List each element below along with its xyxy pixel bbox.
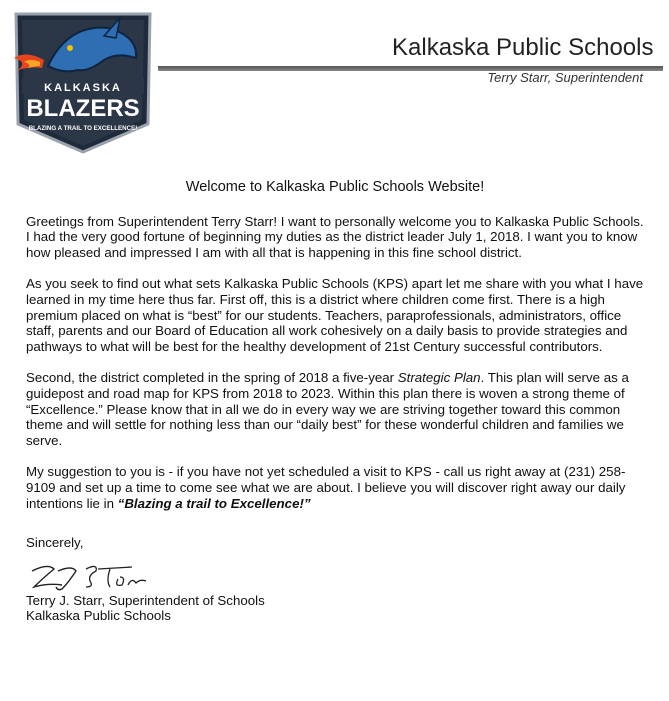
handwritten-signature bbox=[28, 561, 158, 591]
logo-top-text: KALKASKA bbox=[44, 82, 122, 94]
paragraph-kps-values: As you seek to find out what sets Kalkaska Public Schools (KPS) apart let me share with you what I have learned in my time here thus far. First off, this is a district where children come first. There is a high premium placed on what is “best” for our students. Teachers, paraprofessionals, administrators, office staff, parents and our Board of Education all work cohesively on a daily basis to provide strategies and pathways to what will be best for the healthy development of 21st Century successful contributors. bbox=[26, 276, 644, 354]
visit-text: My suggestion to you is - if you have not yet scheduled a visit to KPS - call us right away at (231) 258-9109 and set up a time to come see what we are about. I believe you will discover right away our daily intentions lie in bbox=[26, 464, 626, 511]
paragraph-visit bbox=[26, 464, 644, 511]
paragraph-strategic-plan bbox=[26, 370, 644, 448]
strategic-plan-text-a: Second, the district completed in the spring of 2018 a five-year bbox=[26, 370, 398, 386]
letter-title: Welcome to Kalkaska Public Schools Website! bbox=[185, 179, 485, 195]
letter-body bbox=[26, 180, 644, 624]
strategic-plan-text-b: . This plan will serve as a guidepost and road map for KPS from 2018 to 2023. Within this plan there is woven a strong theme of “Excellence.” Please know that in all we do in every way we are striving together toward this common theme and will settle for nothing less than our “daily best” for these wonderful children and families we serve. bbox=[26, 370, 629, 448]
motto-emphasis: “Blazing a trail to Excellence!” bbox=[117, 495, 311, 511]
kalkaska-blazers-logo bbox=[8, 6, 158, 156]
paragraph-greeting: Greetings from Superintendent Terry Starr! I want to personally welcome you to Kalkaska Public Schools. I had the very good fortune of beginning my duties as the district leader July 1, 2018. I want you to know how pleased and impressed I am with all that is happening in this fine school district. bbox=[26, 213, 644, 260]
strategic-plan-italic: Strategic Plan bbox=[397, 370, 481, 386]
signer-block bbox=[26, 593, 644, 624]
org-name: Kalkaska Public Schools bbox=[392, 34, 654, 61]
header-subtitle: Terry Starr, Superintendent bbox=[487, 70, 643, 85]
signer-organization: Kalkaska Public Schools bbox=[26, 608, 171, 624]
logo-tagline-text: BLAZING A TRAIL TO EXCELLENCE! bbox=[28, 125, 138, 132]
signer-name-title: Terry J. Starr, Superintendent of Schools bbox=[26, 592, 265, 608]
sincerely-closing: Sincerely, bbox=[26, 535, 84, 551]
logo-main-text: BLAZERS bbox=[26, 95, 140, 122]
